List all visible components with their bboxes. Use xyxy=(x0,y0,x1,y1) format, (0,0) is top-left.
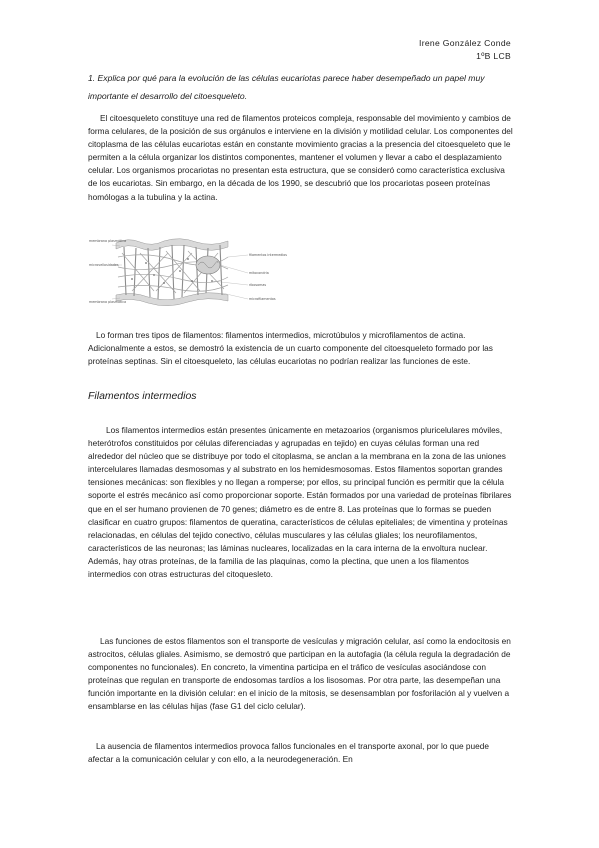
figure-label: microfilamentos xyxy=(249,297,276,301)
figure-label: membrana plasmática xyxy=(89,239,127,243)
figure-label: mitocondria xyxy=(249,271,269,275)
cytoskeleton-figure xyxy=(88,233,288,313)
paragraph-filament-types: Lo forman tres tipos de filamentos: filamentos intermedios, microtúbulos y microfilamentos de actina. Adicionalmente a estos, se demostró la existencia de un cuarto componente del citoesqueleto formado por las proteínas septinas. Sin el citoesqueleto, las células eucariotas no podrían realizar las funciones de este. xyxy=(88,330,493,367)
paragraph-intro: El citoesqueleto constituye una red de filamentos proteicos compleja, responsable del movimiento y cambios de forma celulares, de la posición de sus orgánulos e interviene en la división y motilidad celular. Los componentes del citoplasma de las células eucariotas están en constante movimiento gracias a la presencia del citoesqueleto que le permiten a la célula organizar los distintos componentes, mantener el volumen y llevar a cabo el desplazamiento celular. Los organismos procariotas no presentan esta estructura, que se consideró como característica exclusiva de los eucariotas. Sin embargo, en la década de los 1990, se descubrió que los procariotas poseen proteínas homólogas a la tubulina y la actina. xyxy=(88,113,513,202)
figure-label: ribosomas xyxy=(249,283,267,287)
author-name: Irene González Conde xyxy=(419,38,511,48)
paragraph-functions: Las funciones de estos filamentos son el transporte de vesículas y migración celular, así como la endocitosis en astrocitos, células gliales. Asimismo, se demostró que participan en la autofagia (la célula regula la degradación de componentes no funcionales). En concreto, la vimentina participa en el tráfico de vesículas asociándose con proteínas que regulan en transporte de endosomas tardíos a los lisosomas. Por otra parte, las desempeñan una función importante en la división celular: en el inicio de la mitosis, se desensamblan por fosforilación al y vuelven a ensamblarse en las células hijas (fase G1 del ciclo celular). xyxy=(88,636,511,712)
document-header xyxy=(419,37,511,63)
figure-label: filamentos intermedios xyxy=(249,253,288,257)
figure-label: membrana plasmática xyxy=(89,300,127,304)
paragraph-intermediate-filaments: Los filamentos intermedios están presentes únicamente en metazoarios (organismos pluricelulares móviles, heterótrofos constituidos por células diferenciadas y agrupadas en tejido) en cuyas células forman una red alrededor del núcleo que se distribuye por todo el citoplasma, se anclan a la membrana en la zona de las uniones intercelulares llamadas desmosomas y al substrato en los hemidesmosomas. Estos filamentos soportan grandes tensiones mecánicas: son flexibles y no llegan a romperse; por ellos, su principal función es permitir que la célula soporte el estrés mecánico así como proporcionar soporte. Están formados por una variedad de proteínas fibrilares que en el ser humano provienen de 70 genes; diámetro es de entre 8. Las proteínas que lo formas se pueden clasificar en cuatro grupos: filamentos de queratina, característicos de células epiteliales; de vimentina y proteínas relacionadas, en células del tejido conectivo, células musculares y las células gliales; los neurofilamentos, característicos de las neuronas; las láminas nucleares, localizadas en la cara interna de la envoltura nuclear. Además, hay otras proteínas, de la familia de las plaquinas, como la plectina, que unen a los filamentos intermedios con otras estructuras del citoquesleto. xyxy=(88,425,512,580)
figure-label: microvellosidades xyxy=(89,263,119,267)
section-title: Filamentos intermedios xyxy=(88,390,197,402)
question-text: 1. Explica por qué para la evolución de las células eucariotas parece haber desempeñado un papel muy importante el desarrollo del citoesqueleto. xyxy=(88,73,485,101)
paragraph-absence: La ausencia de filamentos intermedios provoca fallos funcionales en el transporte axonal, por lo que puede afectar a la comunicación celular y con ello, a la neurodegeneración. En xyxy=(88,741,489,765)
course-label: 1ºB LCB xyxy=(476,51,511,61)
cytoskeleton-illustration xyxy=(88,233,288,313)
